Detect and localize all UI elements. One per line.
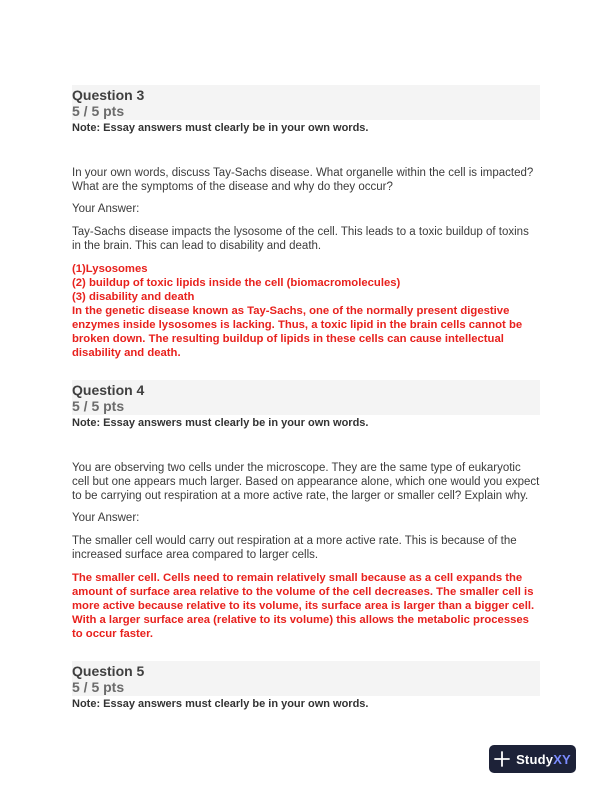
badge-brand: Study [516, 751, 554, 767]
question-4 [72, 380, 540, 641]
question-title: Question 4 [72, 382, 145, 398]
question-points: 5 / 5 pts [72, 103, 125, 119]
plus-sparkle-icon [494, 751, 510, 767]
student-answer: The smaller cell would carry out respiration at a more active rate. This is because of the increased surface area compared to larger cells. [72, 535, 517, 561]
your-answer-label: Your Answer: [72, 512, 140, 524]
your-answer-label: Your Answer: [72, 203, 140, 215]
question-note: Note: Essay answers must clearly be in your own words. [72, 417, 369, 429]
question-note: Note: Essay answers must clearly be in your own words. [72, 122, 369, 134]
grader-feedback [72, 571, 540, 641]
feedback-line: The smaller cell. Cells need to remain relatively small because as a cell expands the amount of surface area relative to the volume of the cell decreases. The smaller cell is more active because relative to its volume, its surface area is larger than a bigger cell. With a larger surface area (relative to its volume) this allows the metabolic processes to occur faster. [72, 572, 535, 640]
quiz-results-page [72, 85, 540, 711]
studyxy-badge[interactable] [489, 745, 576, 773]
question-header [72, 85, 540, 120]
question-prompt: You are observing two cells under the microscope. They are the same type of eukaryotic cell but one appears much larger. Based on appearance alone, which one would you expect to be carrying out respiration at a more active rate, the larger or smaller cell? Explain why. [72, 462, 540, 502]
badge-brand-suffix: XY [553, 751, 571, 767]
question-points: 5 / 5 pts [72, 679, 125, 695]
feedback-line: (3) disability and death [72, 291, 195, 303]
grader-feedback [72, 262, 540, 360]
question-points: 5 / 5 pts [72, 398, 125, 414]
question-note: Note: Essay answers must clearly be in your own words. [72, 698, 369, 710]
question-title: Question 5 [72, 663, 145, 679]
question-header [72, 380, 540, 415]
question-header [72, 661, 540, 696]
feedback-line: In the genetic disease known as Tay-Sachs, one of the normally present digestive enzymes inside lysosomes is lacking. Thus, a toxic lipid in the brain cells cannot be broken down. The resulting buildup of lipids in these cells can cause intellectual disability and death. [72, 305, 523, 359]
feedback-line: (1)Lysosomes [72, 263, 148, 275]
question-5 [72, 661, 540, 711]
question-prompt: In your own words, discuss Tay-Sachs disease. What organelle within the cell is impacted? What are the symptoms of the disease and why do they occur? [72, 167, 534, 193]
question-3 [72, 85, 540, 360]
question-title: Question 3 [72, 87, 145, 103]
badge-label [516, 752, 571, 767]
feedback-line: (2) buildup of toxic lipids inside the cell (biomacromolecules) [72, 277, 401, 289]
student-answer: Tay-Sachs disease impacts the lysosome of the cell. This leads to a toxic buildup of toxins in the brain. This can lead to disability and death. [72, 226, 529, 252]
